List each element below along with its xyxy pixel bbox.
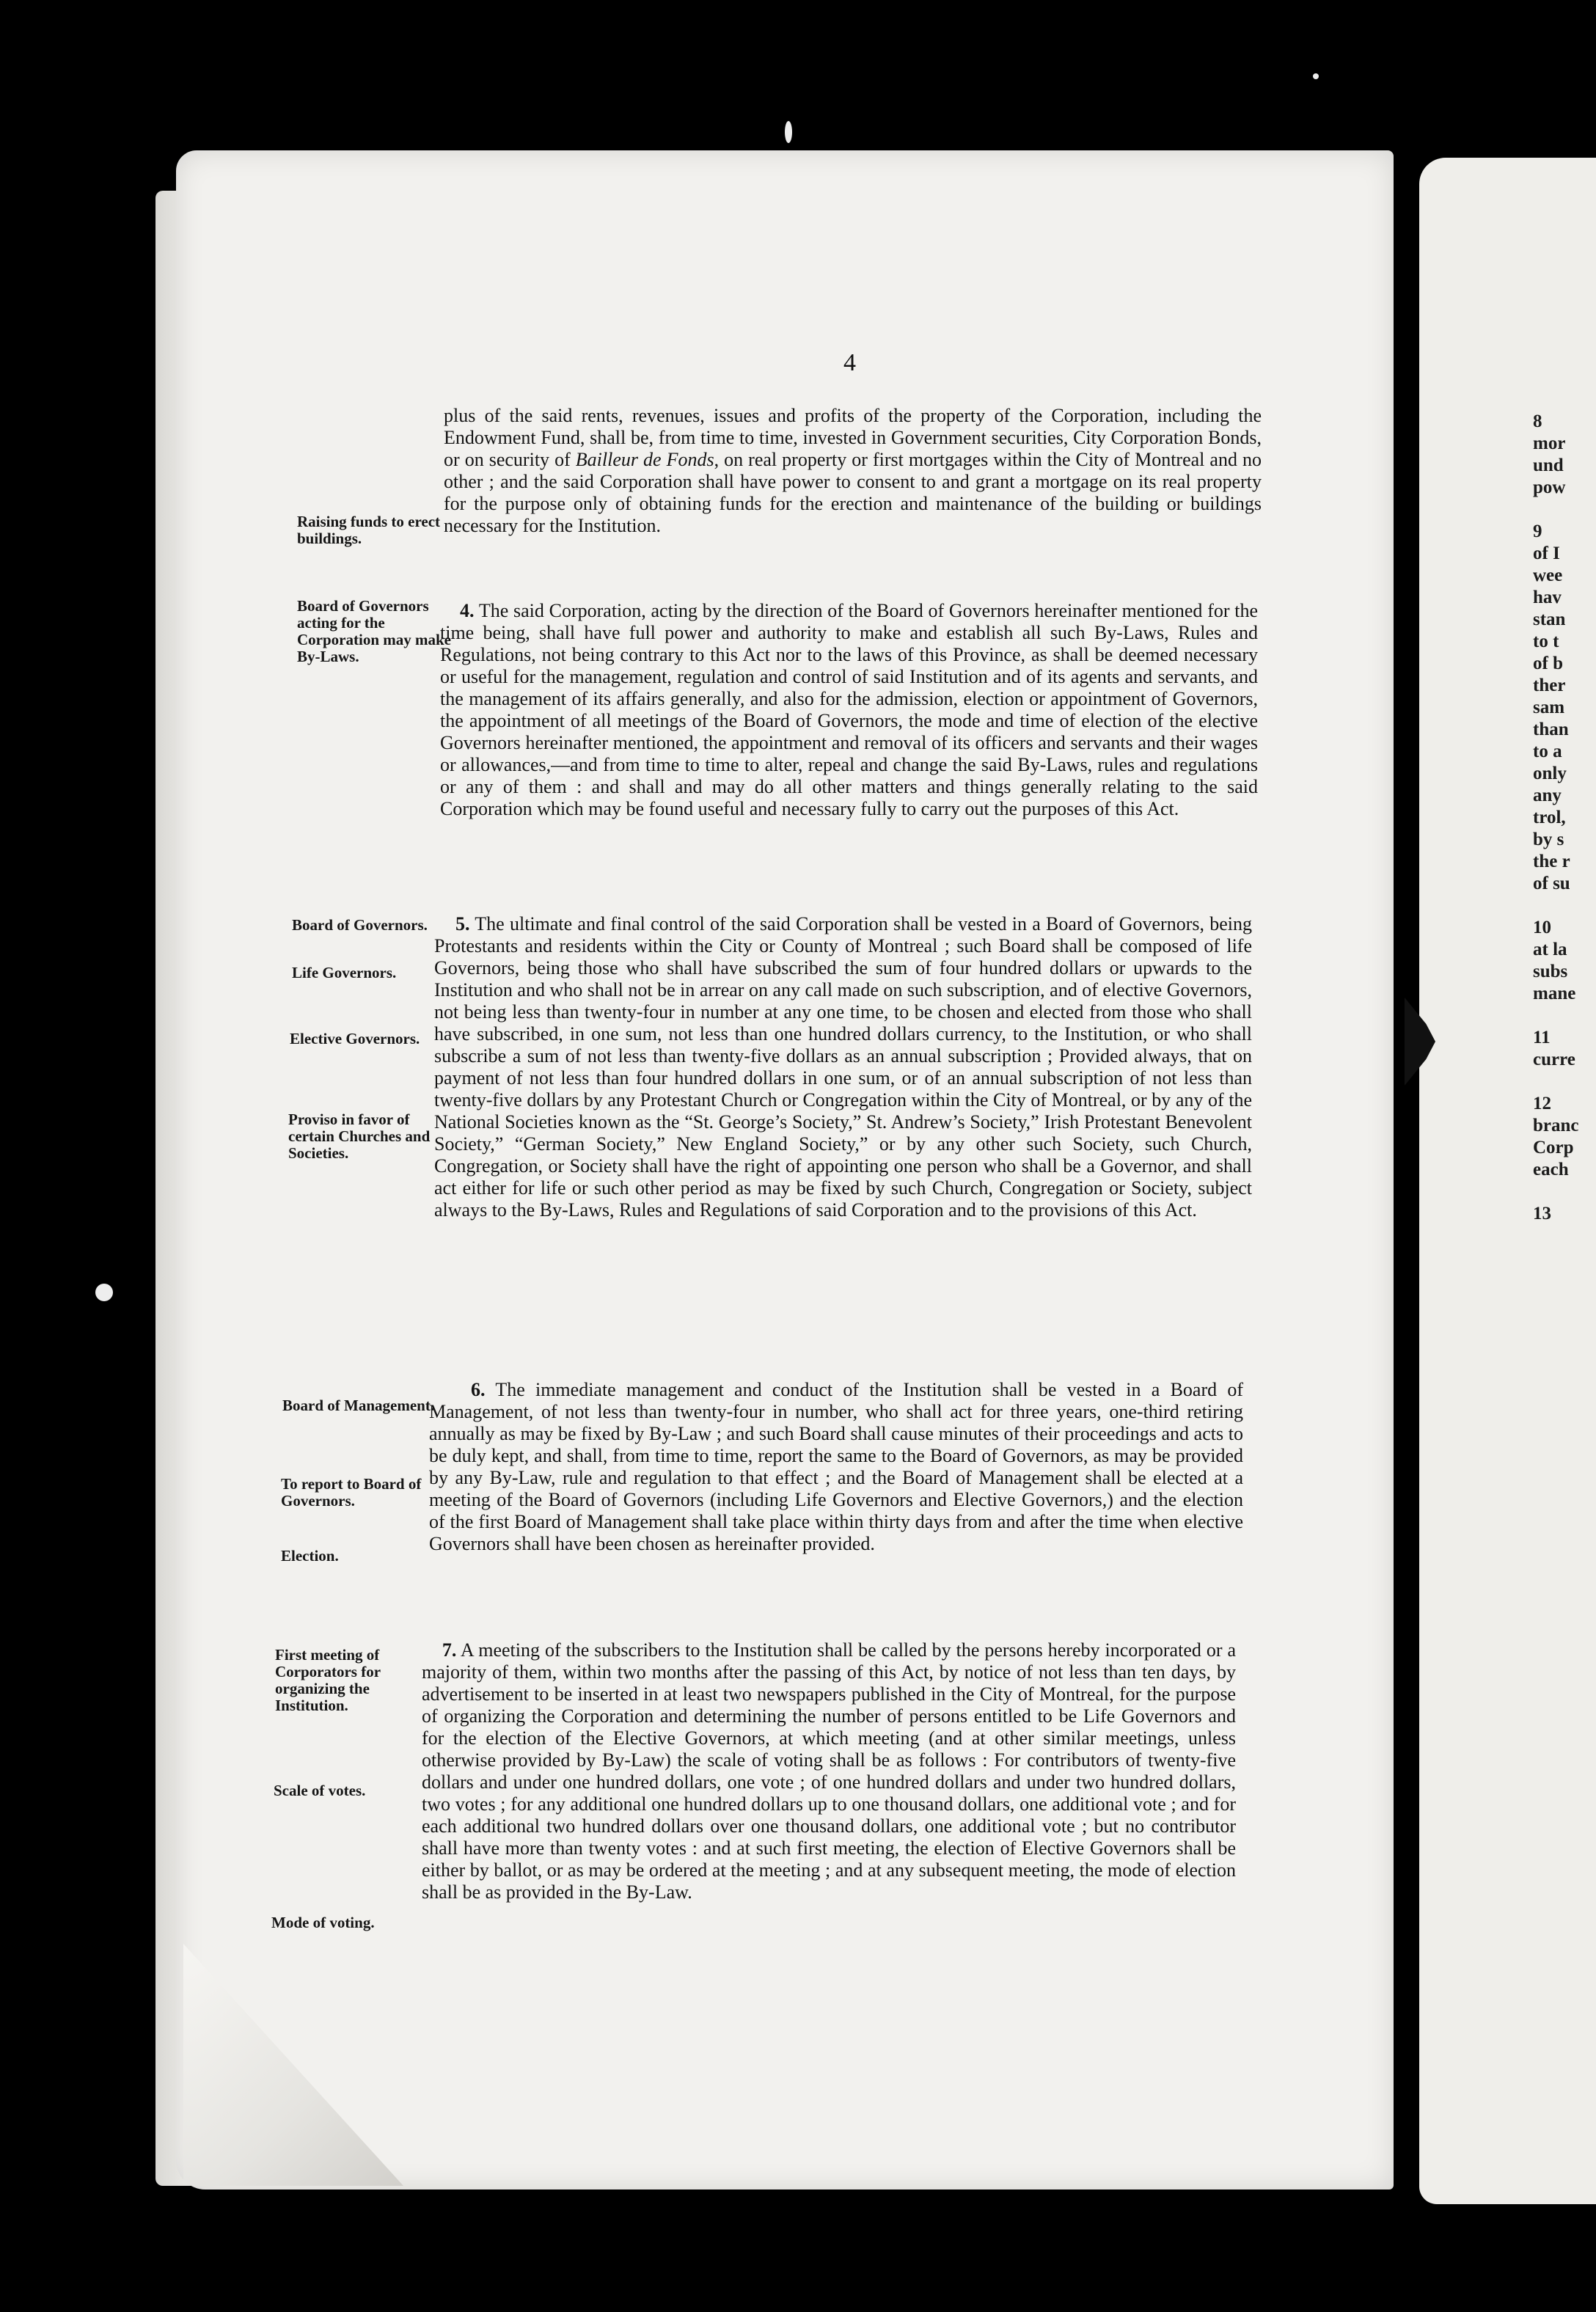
paragraph-5 [434, 913, 1252, 1221]
paragraph-text: The immediate management and conduct of the Institution shall be vested in a Board of Management, of not less than twenty-four in number, who shall act for three years, one-third retiring annually as may be fixed by By-Law ; and such Board shall cause minutes of their proceedings and acts to be duly kept, and shall, from time to time, report the same to the Board of Governors, as may be provided by any By-Law, rule and regulation to that effect ; and the Board of Management shall be elected at a meeting of the Board of Governors (including Life Governors and Elective Governors,) and the election of the first Board of Management shall take place within thirty days from and after the time when elective Governors shall have been chosen as hereinafter provided. [429, 1379, 1244, 1554]
page-number: 4 [843, 349, 856, 376]
margin-note-life-governors: Life Governors. [292, 964, 397, 981]
margin-note-proviso: Proviso in favor of certain Churches and Societies. [288, 1111, 431, 1162]
margin-note-elective-governors: Elective Governors. [290, 1030, 420, 1047]
margin-note-first-meeting: First meeting of Corporators for organizing the Institution. [275, 1646, 381, 1714]
paragraph-7 [422, 1639, 1236, 1903]
dust-speck [95, 1284, 113, 1301]
italic-term: Bailleur de Fonds [575, 449, 714, 470]
paragraph-6 [429, 1379, 1243, 1555]
paragraph-3-continued [444, 405, 1262, 537]
paragraph-4 [440, 600, 1258, 820]
margin-note-election: Election. [281, 1547, 339, 1565]
margin-note-board-of-governors: Board of Governors. [292, 916, 428, 934]
paragraph-text: The said Corporation, acting by the direction of the Board of Governors hereinafter mentioned for the time being, shall have full power and authority to make and establish all such By-Laws, Rules and Regulations, not being contrary to this Act nor to the laws of this Province, as shall be deemed necessary or useful for the management, regulation and control of said Institution and of its agents and servants, and the management of its affairs generally, and also for the admission, election or appointment of Governors, the appointment of all meetings of the Board of Governors, the mode and time of election of the elective Governors hereinafter mentioned, the appointment and removal of its officers and servants and their wages or allowances,—and from time to time to alter, repeal and change the said By-Laws, rules and regulations or any of them : and shall and may do all other matters and things generally relating to the said Corporation which may be found useful and necessary fully to carry out the purposes of this Act. [440, 600, 1259, 819]
margin-note-to-report: To report to Board of Governors. [281, 1475, 422, 1510]
margin-note-raising-funds: Raising funds to erect buildings. [297, 513, 441, 547]
margin-note-scale-of-votes: Scale of votes. [274, 1782, 366, 1799]
section-number: 5. [455, 913, 470, 934]
paragraph-text: The ultimate and final control of the said Corporation shall be vested in a Board of Governors, being Protestants and residents within the City or County of Montreal ; such Board shall be composed of life Governors, being those who shall have subscribed the sum of four hundred dollars or upwards to the Institution and who shall not be in arrear on any call made on such subscription, and of elective Governors, not being less than twenty-four in number at any one time, to be chosen and elected from those who shall have subscribed, in one sum, not less than one hundred dollars currency, to the Institution, or who shall subscribe a sum of not less than twenty-five dollars as an annual subscription ; Provided always, that on payment of not less than four hundred dollars in one sum, or of an annual subscription of not less than twenty-five dollars by any Protestant Church or Congregation within the City of Montreal, or by any of the National Societies known as the “St. George’s Society,” St. Andrew’s Society,” Irish Protestant Benevolent Society,” “German Society,” New England Society,” or by any other such Society, such Church, Congregation, or Society shall have the right of appointing one person who shall be a Governor, and shall act either for life or such other period as may be fixed by such Church, Congregation or Society, subject always to the By-Laws, Rules and Regulations of said Corporation and to the provisions of this Act. [434, 913, 1253, 1221]
margin-note-board-bylaws: Board of Governors acting for the Corporation may make By-Laws. [297, 597, 451, 665]
margin-note-mode-of-voting: Mode of voting. [271, 1914, 375, 1931]
section-number: 4. [460, 600, 475, 621]
paragraph-text: A meeting of the subscribers to the Institution shall be called by the persons hereby incorporated or a majority of them, within two months after the passing of this Act, by notice of not less than ten days, by advertisement to be inserted in at least two newspapers published in the City of Montreal, for the purpose of organizing the Corporation and determining the number of persons entitled to be Life Governors and for the election of the Elective Governors, at which meeting (and at other similar meetings, unless otherwise provided by By-Law) the scale of voting shall be as follows : For contributors of twenty-five dollars and under one hundred dollars, one vote ; of one hundred dollars and under two hundred dollars, two votes ; for any additional one hundred dollars up to one thousand dollars, one additional vote ; and for each additional two hundred dollars over one thousand dollars, one additional vote ; but no contributor shall have more than twenty votes : and at such first meeting, the election of Elective Governors shall be either by ballot, or as may be ordered at the meeting ; and at any subsequent meeting, the mode of election shall be as provided in the By-Law. [422, 1639, 1236, 1903]
adjacent-page-text: 8 mor und pow 9 of I wee hav stan to t of b ther sam than to a only any trol, by s the r of su 10 at la subs mane 11 curre 12 branc Corp each 13 [1533, 411, 1579, 1223]
section-number: 6. [471, 1379, 486, 1400]
paragraph-text: plus of the said rents, revenues, issues and profits of the property of the Corporation, including the Endowment Fund, shall be, from time to time, invested in Government securities, City Corporation Bonds, or on security of [444, 405, 1262, 470]
margin-note-board-of-management: Board of Management. [282, 1397, 435, 1414]
paragraph-text: , on real property or first mortgages within the City of Montreal and no other ; and the said Corporation shall have power to consent to and grant a mortgage on its real property for the purpose only of obtaining funds for the erection and maintenance of the building or buildings necessary for the Institution. [444, 449, 1262, 536]
section-number: 7. [442, 1639, 457, 1661]
dust-speck [1313, 73, 1319, 79]
dust-speck [785, 121, 792, 143]
